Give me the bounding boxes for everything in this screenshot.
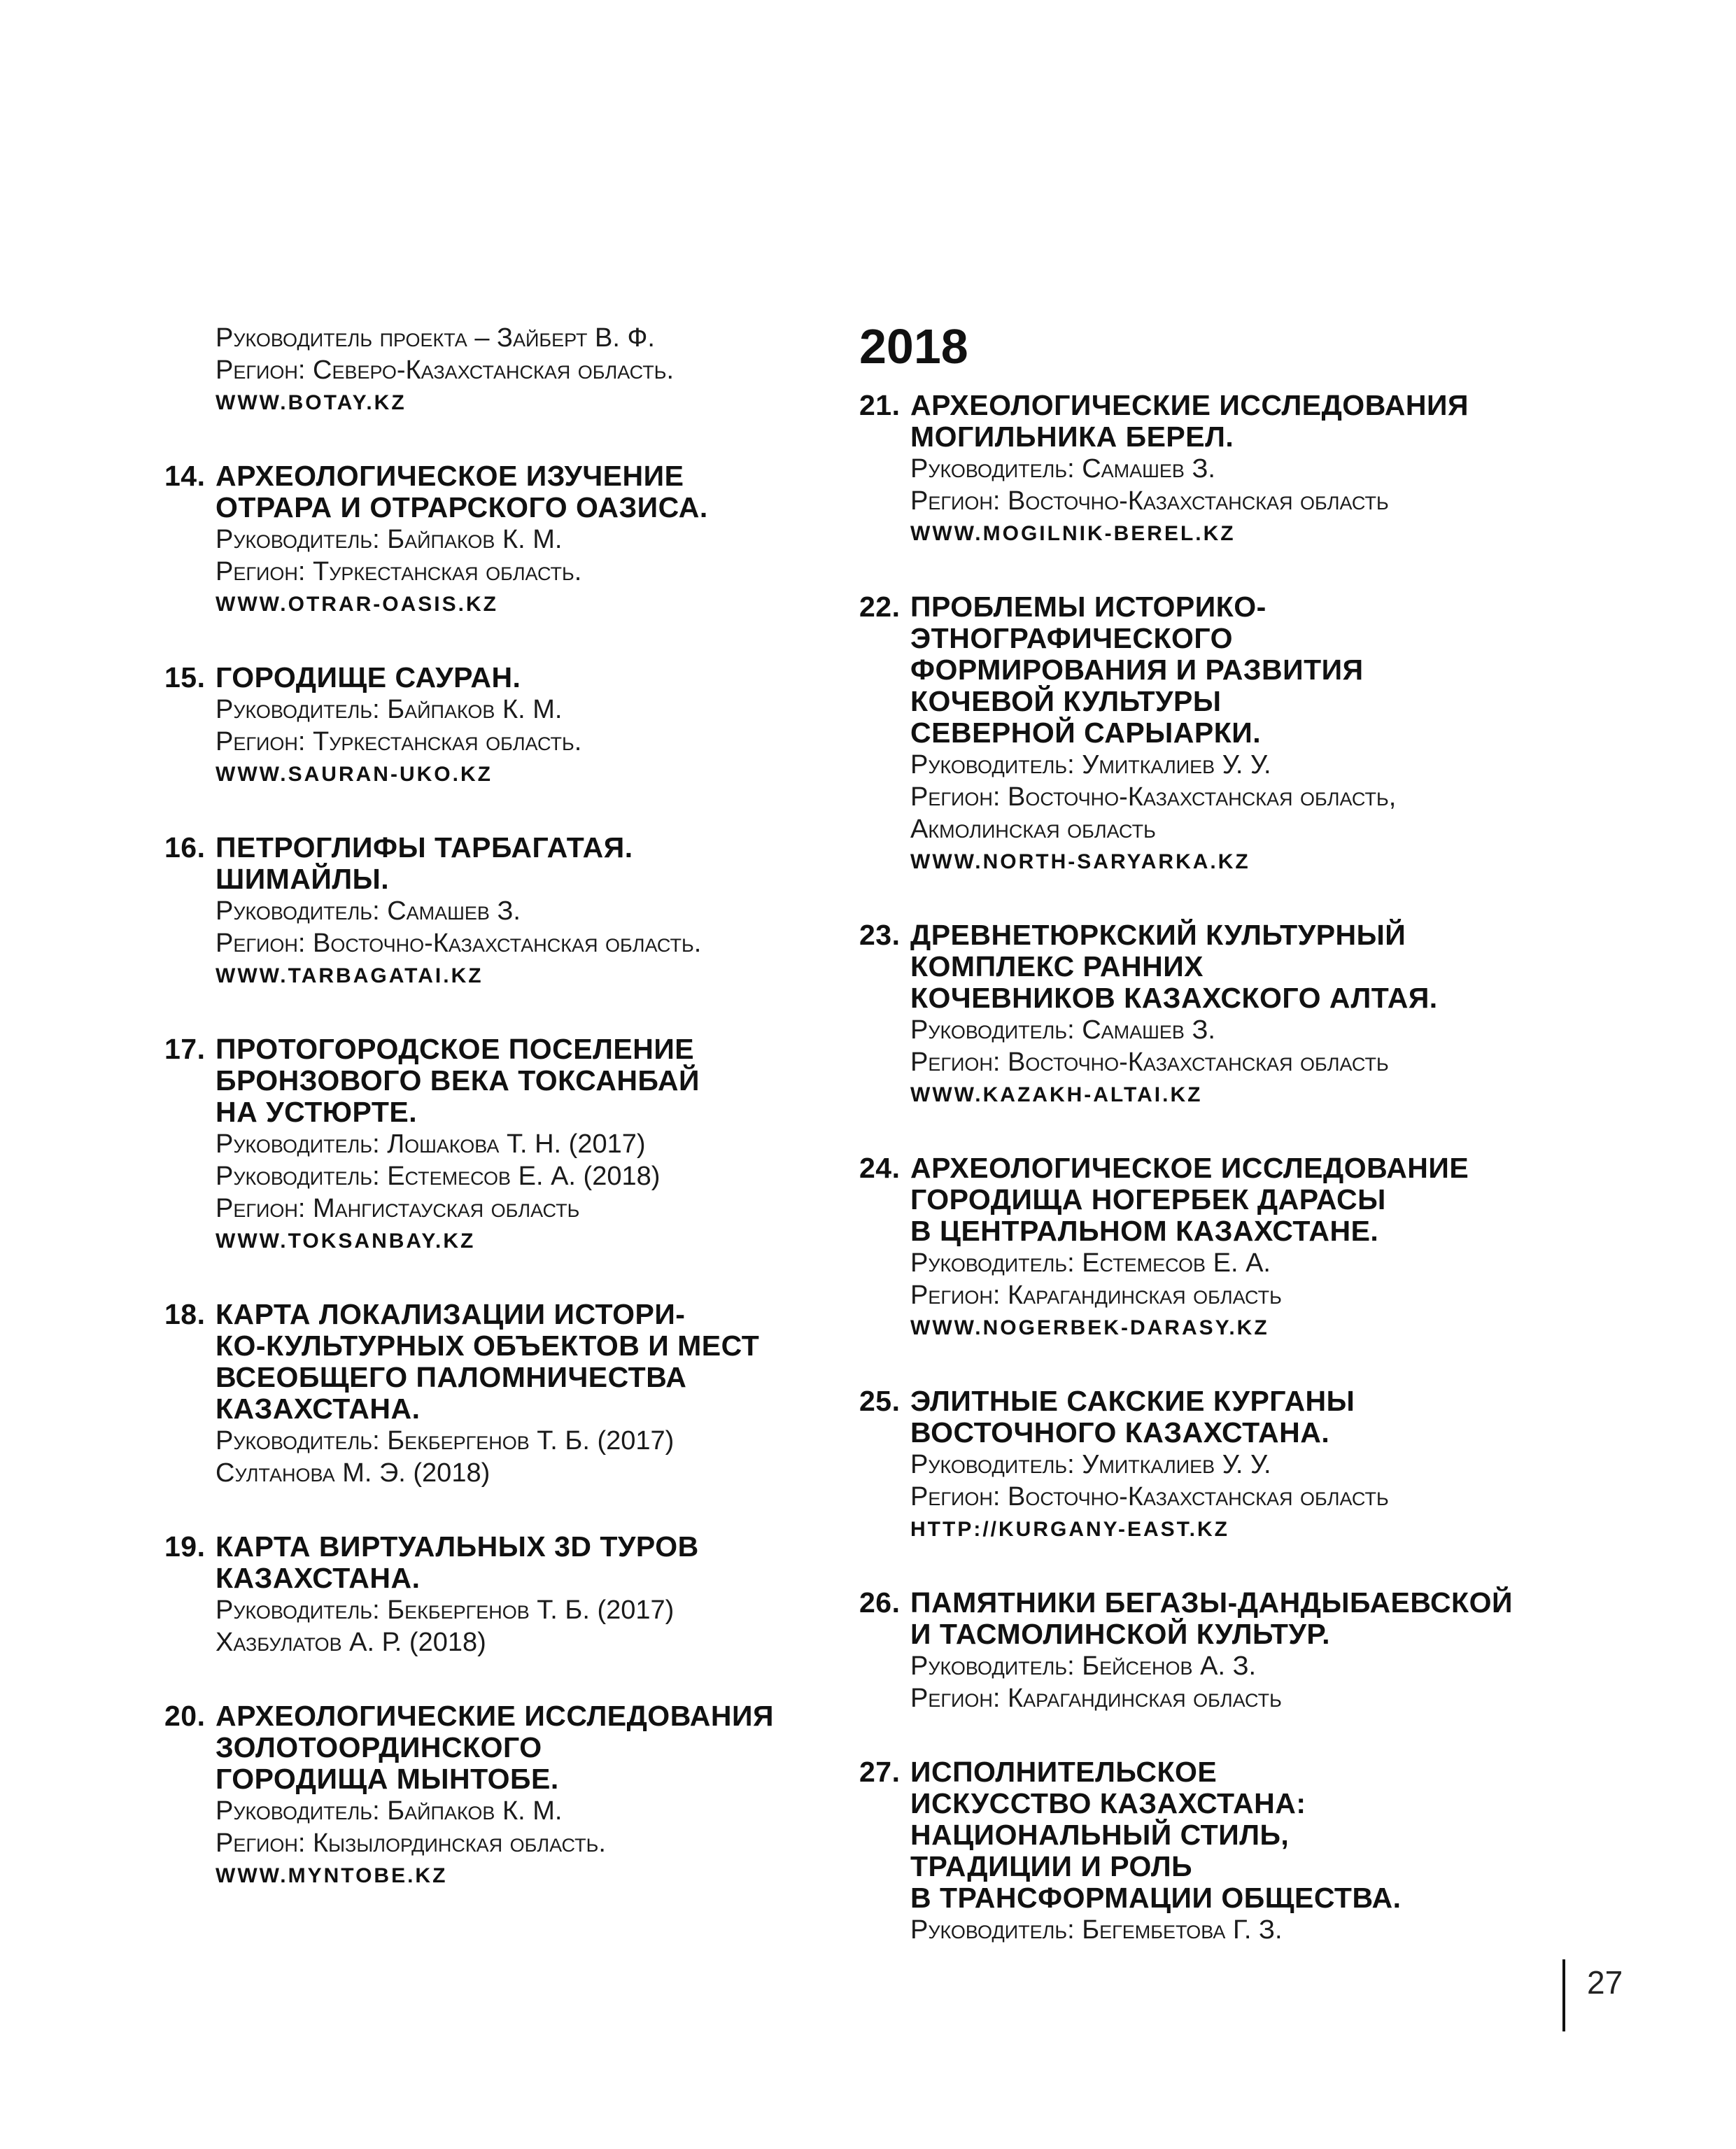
entry-number: 17. <box>164 1033 206 1065</box>
entry-detail-line: Руководитель: Бейсенов А. З. <box>910 1651 1257 1681</box>
entry-number: 18. <box>164 1298 206 1330</box>
right-entry-list <box>859 390 1587 1946</box>
entry-detail-line: Руководитель: Байпаков К. М. <box>216 695 563 724</box>
entry-detail-line: Регион: Восточно-Казахстанская область. <box>216 929 702 958</box>
project-entry <box>164 460 822 620</box>
entry-number: 14. <box>164 460 206 492</box>
region-line: Регион: Северо-Казахстанская область. <box>216 355 675 385</box>
entry-detail-line: Руководитель: Самашев З. <box>216 896 521 926</box>
entry-title: АРХЕОЛОГИЧЕСКИЕ ИССЛЕДОВАНИЯ ЗОЛОТООРДИНСКОГО ГОРОДИЩА МЫНТОБЕ. <box>216 1700 774 1795</box>
project-entry <box>859 1386 1587 1545</box>
project-url[interactable]: WWW.KAZAKH-ALTAI.KZ <box>910 1083 1203 1106</box>
project-url[interactable]: HTTP://KURGANY-EAST.KZ <box>910 1518 1229 1541</box>
entry-detail-line: Руководитель: Бегембетова Г. З. <box>910 1915 1283 1945</box>
entry-title: ПЕТРОГЛИФЫ ТАРБАГАТАЯ. ШИМАЙЛЫ. <box>216 831 633 895</box>
entry-detail-line: Руководитель: Умиткалиев У. У. <box>910 750 1271 780</box>
continuation-entry <box>164 322 822 418</box>
entry-detail-line: Руководитель: Естемесов Е. А. (2018) <box>216 1162 661 1191</box>
project-entry <box>859 390 1587 549</box>
entry-number: 19. <box>164 1530 206 1563</box>
entry-detail-line: Регион: Карагандинская область <box>910 1684 1282 1713</box>
entry-detail-line: Регион: Восточно-Казахстанская область, <box>910 782 1397 812</box>
project-entry <box>859 1756 1587 1946</box>
entry-number: 22. <box>859 591 901 623</box>
project-url[interactable]: WWW.MOGILNIK-BEREL.KZ <box>910 522 1236 545</box>
entry-number: 27. <box>859 1756 901 1788</box>
project-entry <box>164 1034 822 1257</box>
leader-line: Руководитель проекта – Зайберт В. Ф. <box>216 323 655 353</box>
entry-title: ПРОТОГОРОДСКОЕ ПОСЕЛЕНИЕ БРОНЗОВОГО ВЕКА ТОКСАНБАЙ НА УСТЮРТЕ. <box>216 1033 700 1128</box>
project-url[interactable]: WWW.TARBAGATAI.KZ <box>216 964 484 987</box>
entry-detail-line: Руководитель: Естемесов Е. А. <box>910 1248 1271 1278</box>
entry-number: 25. <box>859 1385 901 1417</box>
entry-title: КАРТА ВИРТУАЛЬНЫХ 3D ТУРОВ КАЗАХСТАНА. <box>216 1530 699 1594</box>
entry-detail-line: Регион: Восточно-Казахстанская область <box>910 1482 1389 1512</box>
entry-detail-line: Руководитель: Умиткалиев У. У. <box>910 1450 1271 1479</box>
project-url[interactable]: WWW.SAURAN-UKO.KZ <box>216 763 493 786</box>
entry-number: 16. <box>164 831 206 864</box>
entry-number: 20. <box>164 1700 206 1732</box>
project-entry <box>859 1587 1587 1714</box>
entry-title: ПАМЯТНИКИ БЕГАЗЫ-ДАНДЫБАЕВСКОЙ И ТАСМОЛИНСКОЙ КУЛЬТУР. <box>910 1586 1513 1650</box>
project-entry <box>164 832 822 992</box>
entry-detail-line: Регион: Мангистауская область <box>216 1194 580 1223</box>
page-number: 27 <box>1587 1964 1623 2001</box>
right-column <box>859 318 1587 1988</box>
project-url[interactable]: WWW.OTRAR-OASIS.KZ <box>216 593 498 616</box>
project-entry <box>859 591 1587 878</box>
page-number-rule <box>1562 1959 1565 2031</box>
entry-title: АРХЕОЛОГИЧЕСКОЕ ИЗУЧЕНИЕ ОТРАРА И ОТРАРСКОГО ОАЗИСА. <box>216 460 708 523</box>
entry-detail-line: Регион: Восточно-Казахстанская область <box>910 486 1389 516</box>
project-url[interactable]: WWW.BOTAY.KZ <box>216 391 407 414</box>
project-entry <box>164 1531 822 1658</box>
entry-title: ДРЕВНЕТЮРКСКИЙ КУЛЬТУРНЫЙ КОМПЛЕКС РАННИХ КОЧЕВНИКОВ КАЗАХСКОГО АЛТАЯ. <box>910 919 1438 1014</box>
entry-detail-line: Регион: Восточно-Казахстанская область <box>910 1048 1389 1077</box>
entry-detail-line: Акмолинская область <box>910 815 1156 844</box>
entry-title: ГОРОДИЩЕ САУРАН. <box>216 661 521 693</box>
project-entry <box>164 662 822 790</box>
entry-detail-line: Руководитель: Самашев З. <box>910 454 1215 484</box>
entry-number: 26. <box>859 1586 901 1619</box>
entry-number: 23. <box>859 919 901 951</box>
project-entry <box>164 1299 822 1489</box>
entry-detail-line: Регион: Кызылординская область. <box>216 1829 606 1858</box>
project-entry <box>164 1700 822 1891</box>
project-url[interactable]: WWW.NOGERBEK-DARASY.KZ <box>910 1316 1269 1339</box>
entry-title: АРХЕОЛОГИЧЕСКИЕ ИССЛЕДОВАНИЯ МОГИЛЬНИКА БЕРЕЛ. <box>910 389 1469 453</box>
entry-detail-line: Руководитель: Бекбергенов Т. Б. (2017) <box>216 1426 675 1456</box>
entry-detail-line: Руководитель: Самашев З. <box>910 1015 1215 1045</box>
entry-number: 15. <box>164 661 206 693</box>
entry-detail-line: Хазбулатов А. Р. (2018) <box>216 1628 486 1657</box>
entry-title: ПРОБЛЕМЫ ИСТОРИКО- ЭТНОГРАФИЧЕСКОГО ФОРМИРОВАНИЯ И РАЗВИТИЯ КОЧЕВОЙ КУЛЬТУРЫ СЕВЕРНОЙ САРЫАРКИ. <box>910 591 1364 749</box>
entry-detail-line: Регион: Туркестанская область. <box>216 557 582 586</box>
project-url[interactable]: WWW.NORTH-SARYARKA.KZ <box>910 850 1250 873</box>
entry-number: 24. <box>859 1152 901 1184</box>
project-entry <box>859 1153 1587 1344</box>
project-url[interactable]: WWW.MYNTOBE.KZ <box>216 1864 448 1887</box>
entry-detail-line: Султанова М. Э. (2018) <box>216 1458 491 1488</box>
entry-detail-line: Руководитель: Байпаков К. М. <box>216 1796 563 1826</box>
entry-title: АРХЕОЛОГИЧЕСКОЕ ИССЛЕДОВАНИЕ ГОРОДИЩА НОГЕРБЕК ДАРАСЫ В ЦЕНТРАЛЬНОМ КАЗАХСТАНЕ. <box>910 1152 1469 1247</box>
left-column <box>164 322 822 1933</box>
project-entry <box>859 920 1587 1111</box>
entry-detail-line: Руководитель: Байпаков К. М. <box>216 525 563 554</box>
entry-title: КАРТА ЛОКАЛИЗАЦИИ ИСТОРИ- КО-КУЛЬТУРНЫХ ОБЪЕКТОВ И МЕСТ ВСЕОБЩЕГО ПАЛОМНИЧЕСТВА КАЗАХСТАНА. <box>216 1298 760 1425</box>
left-entry-list <box>164 460 822 1891</box>
entry-title: ИСПОЛНИТЕЛЬСКОЕ ИСКУССТВО КАЗАХСТАНА: НАЦИОНАЛЬНЫЙ СТИЛЬ, ТРАДИЦИИ И РОЛЬ В ТРАНСФОРМАЦИИ ОБЩЕСТВА. <box>910 1756 1402 1914</box>
entry-detail-line: Регион: Туркестанская область. <box>216 727 582 756</box>
entry-detail-line: Руководитель: Бекбергенов Т. Б. (2017) <box>216 1595 675 1625</box>
entry-detail-line: Руководитель: Лошакова Т. Н. (2017) <box>216 1129 646 1159</box>
entry-number: 21. <box>859 389 901 421</box>
year-heading: 2018 <box>859 319 968 374</box>
entry-detail-line: Регион: Карагандинская область <box>910 1281 1282 1310</box>
project-url[interactable]: WWW.TOKSANBAY.KZ <box>216 1229 476 1253</box>
entry-title: ЭЛИТНЫЕ САКСКИЕ КУРГАНЫ ВОСТОЧНОГО КАЗАХСТАНА. <box>910 1385 1355 1449</box>
